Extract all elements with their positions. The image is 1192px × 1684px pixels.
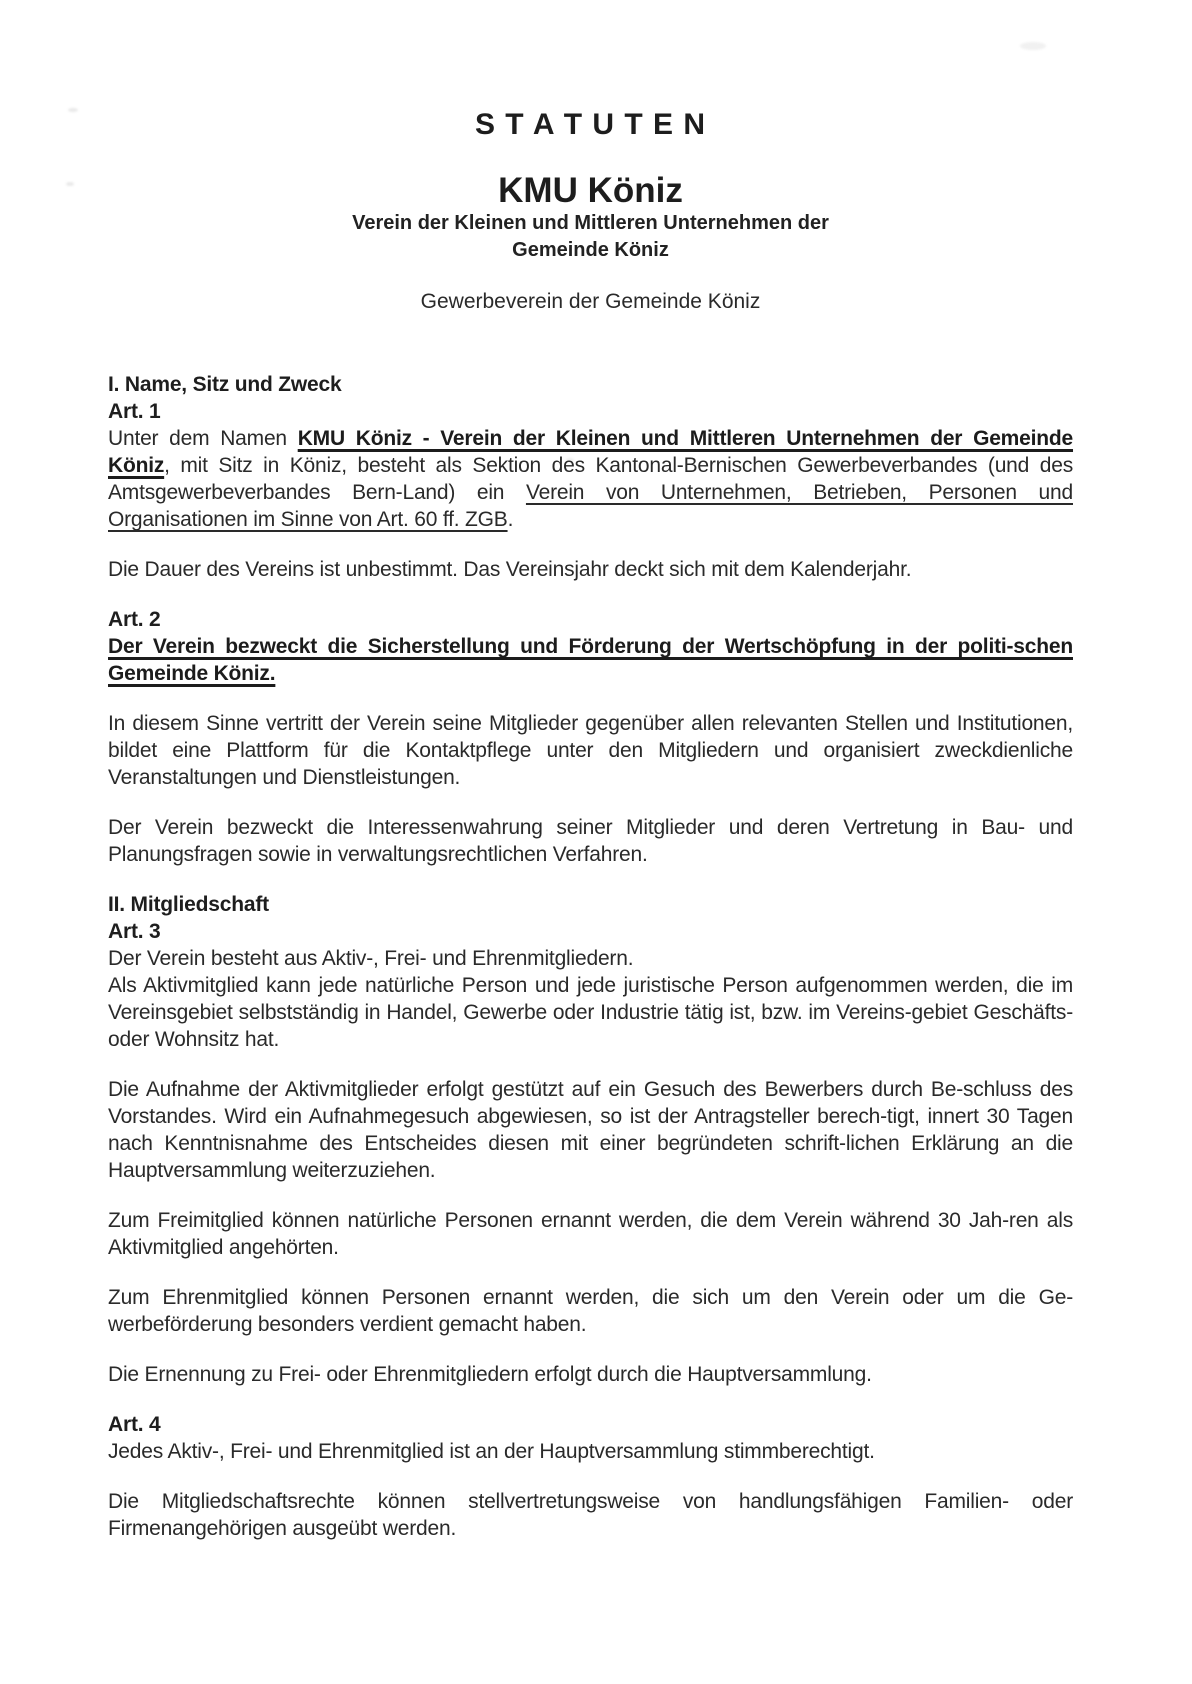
org-name: KMU Köniz — [498, 171, 683, 210]
article-label-art-2: Art. 2 — [108, 608, 161, 631]
article-4-paragraph: Die Mitgliedschaftsrechte können stellvertretungsweise von handlungsfähigen Familien- oder Firmenangehörigen ausgeübt werden. — [108, 1490, 1073, 1540]
scan-artifact — [66, 182, 74, 186]
section-heading-1: I. Name, Sitz und Zweck — [108, 373, 342, 396]
article-1-paragraph-duration: Die Dauer des Vereins ist unbestimmt. Das Vereinsjahr deckt sich mit dem Kalenderjahr. — [108, 558, 912, 581]
subtitle-line-1: Verein der Kleinen und Mittleren Unternehmen der — [352, 212, 829, 234]
document-title: S T A T U T E N — [474, 108, 707, 141]
tagline: Gewerbeverein der Gemeinde Köniz — [420, 290, 761, 313]
article-label-art-4: Art. 4 — [108, 1413, 161, 1436]
text-segment: . — [507, 508, 514, 531]
article-2-paragraph: In diesem Sinne vertritt der Verein seine Mitglieder gegenüber allen relevanten Stellen und Institutionen, bildet eine Plattform für die Kontaktpflege unter den Mitgliedern und organisiert zweckdienliche Veranstaltungen und Dienstleistungen. — [108, 712, 1073, 789]
article-3-paragraph: Die Aufnahme der Aktivmitglieder erfolgt gestützt auf ein Gesuch des Bewerbers durch Be-schluss des Vorstandes. Wird ein Aufnahmegesuch abgewiesen, so ist der Antragsteller berech-tigt, innert 30 Tagen nach Kenntnisnahme des Entscheides diesen mit einer begründeten schrift-lichen Erklärung an die Hauptversammlung weiterzuziehen. — [108, 1078, 1073, 1182]
page-content — [108, 0, 1073, 1565]
subtitle-line-2: Gemeinde Köniz — [512, 239, 669, 261]
article-3-paragraph: Zum Freimitglied können natürliche Personen ernannt werden, die dem Verein während 30 Jah-ren als Aktivmitglied angehörten. — [108, 1209, 1073, 1259]
article-3-paragraph: Als Aktivmitglied kann jede natürliche Person und jede juristische Person aufgenommen werden, die im Vereinsgebiet selbstständig in Handel, Gewerbe oder Industrie tätig ist, bzw. im Vereins-gebiet Geschäfts- oder Wohnsitz hat. — [108, 974, 1073, 1051]
article-3-paragraph: Der Verein besteht aus Aktiv-, Frei- und Ehrenmitgliedern. — [108, 947, 634, 970]
article-2-purpose-paragraph — [108, 633, 1073, 687]
article-label-art-3: Art. 3 — [108, 920, 161, 943]
org-name-bold-underlined: KMU Köniz - Verein der Kleinen und Mittleren Unternehmen der Gemeinde Köniz — [108, 427, 1074, 477]
article-1-paragraph-name — [108, 425, 1073, 533]
text-segment: Unter dem Namen — [108, 427, 298, 450]
section-heading-2: II. Mitgliedschaft — [108, 893, 269, 916]
article-3-paragraph: Zum Ehrenmitglied können Personen ernannt werden, die sich um den Verein oder um die Ge-werbeförderung besonders verdient gemacht haben. — [108, 1286, 1073, 1336]
article-4-paragraph: Jedes Aktiv-, Frei- und Ehrenmitglied ist an der Hauptversammlung stimmberechtigt. — [108, 1440, 875, 1463]
scan-artifact — [68, 108, 78, 112]
article-2-paragraph: Der Verein bezweckt die Interessenwahrung seiner Mitglieder und deren Vertretung in Bau- und Planungsfragen sowie in verwaltungsrechtlichen Verfahren. — [108, 816, 1073, 866]
zgb-reference-underlined: Verein von Unternehmen, Betrieben, Personen und Organisationen im Sinne von Art. 60 ff. ZGB — [108, 481, 1073, 531]
article-label-art-1: Art. 1 — [108, 400, 161, 423]
text-segment: , mit Sitz in Köniz, besteht als Sektion des Kantonal-Bernischen Gewerbeverbandes (und des Amtsgewerbeverbandes Bern-Land) ein — [108, 454, 1073, 504]
purpose-bold-underlined: Der Verein bezweckt die Sicherstellung und Förderung der Wertschöpfung in der politi-schen Gemeinde Köniz. — [108, 635, 1073, 685]
article-3-paragraph: Die Ernennung zu Frei- oder Ehrenmitgliedern erfolgt durch die Hauptversammlung. — [108, 1363, 872, 1386]
